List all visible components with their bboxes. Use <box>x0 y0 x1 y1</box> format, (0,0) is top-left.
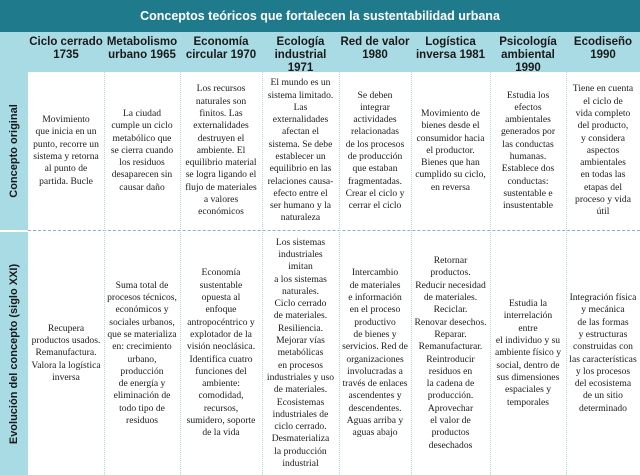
cell-line: productivo <box>354 316 396 328</box>
cell-line: construidas con <box>573 341 633 353</box>
cell-line: Economía <box>201 267 241 279</box>
cell-line: temporales <box>506 396 550 408</box>
cell-line: Remanufacturar. <box>418 341 483 353</box>
cell-line: sistema. Se debe <box>268 138 333 150</box>
cell-line: útil <box>596 206 610 218</box>
cell-line: y los procesos <box>575 365 631 377</box>
row-header-label: Evolución del concepto (siglo XXI) <box>8 263 21 444</box>
cell-line: Remanufactura. <box>35 347 97 359</box>
cell-line: metabólicas <box>277 347 324 359</box>
cell-text <box>415 255 487 452</box>
cell-line: Reintroducir <box>426 353 475 365</box>
cell-line: inversa <box>52 371 80 383</box>
cell-line: flujo de materiales <box>185 181 257 193</box>
cell-line: cumple un ciclo <box>111 120 173 132</box>
cell-line: organizaciones <box>346 353 404 365</box>
cell-line: se cierra cuando <box>110 144 174 156</box>
cell-line: de los procesos <box>345 138 405 150</box>
cell-line: humanas. <box>509 151 547 162</box>
cell-line: el individuo y su <box>495 335 561 347</box>
column-header-ecologia-industrial: Ecología industrial 1971 <box>262 32 339 72</box>
column-header-red-de-valor: Red de valor 1980 <box>339 32 411 72</box>
cell-line: Movimiento de <box>421 107 480 119</box>
cell-line: Suma total de <box>115 279 169 291</box>
cell-line: de energía y <box>118 378 166 390</box>
cell-line: interrelación entre <box>503 310 553 334</box>
cell-line: sustentable e <box>503 187 553 199</box>
column-header-psicologia-ambiental: Psicología ambiental 1990 <box>490 32 566 72</box>
cell-line: ambiente. El <box>196 144 246 156</box>
cell-line: que estaban <box>352 163 398 175</box>
cell-line: el valor de <box>430 414 471 426</box>
column-header-metabolismo-urbano: Metabolismo urbano 1965 <box>104 32 180 72</box>
cell-line: aspectos <box>586 144 620 156</box>
cell-line: finitos. Las <box>199 107 243 119</box>
cell-line: efecto entre el <box>273 187 328 199</box>
cell-text <box>107 280 177 428</box>
cell-line: Los sistemas <box>275 236 326 248</box>
cell-text <box>415 108 486 194</box>
cell-line: el productor. <box>426 144 475 156</box>
cell-line: Movimiento <box>42 114 90 126</box>
cell-line: en el proceso <box>349 304 401 316</box>
cell-line: involucradas a <box>347 365 403 377</box>
cell-text <box>31 323 100 384</box>
cell-line: La ciudad <box>122 107 162 119</box>
cell-line: Mejorar vías <box>276 335 325 347</box>
cell-line: Se deben integrar <box>357 89 393 113</box>
cell-line: urbano, <box>127 353 157 365</box>
column-header-ecodiseno: Ecodiseño 1990 <box>566 32 640 72</box>
cell-line: bienes desde el <box>421 120 480 132</box>
row-separator <box>28 230 640 231</box>
cell-line: enfoque <box>205 304 237 316</box>
cell-line: recursos, <box>203 402 239 414</box>
cell-line: Desmaterializa <box>271 433 330 445</box>
cell-line: residuos <box>126 414 158 426</box>
table-cell <box>28 72 104 230</box>
cell-line: funciones del <box>195 365 247 377</box>
cell-line: vida completo <box>575 107 631 119</box>
cell-line: Estudia los efectos <box>506 89 550 113</box>
cell-text <box>573 83 633 218</box>
cell-line: servicios. Red de <box>342 341 408 353</box>
cell-line: todo tipo de <box>119 402 165 414</box>
cell-line: residuos en <box>428 365 473 377</box>
cell-line: naturaleza <box>280 212 321 224</box>
cell-text <box>265 237 336 471</box>
cell-line: las características <box>569 353 637 365</box>
cell-line: ser humano y la <box>269 200 331 212</box>
cell-line: productos. <box>430 267 471 279</box>
cell-line: antropocéntrico y <box>187 316 255 328</box>
cell-line: equilibrio material <box>185 157 257 169</box>
cell-line: sistema y retorna <box>33 151 99 162</box>
cell-line: ambientales <box>580 157 626 169</box>
cell-line: Aprovechar <box>427 402 474 414</box>
table-cell <box>339 72 411 230</box>
cell-line: Retornar <box>433 255 468 267</box>
cell-line: Estudia la <box>508 298 548 310</box>
cell-line: Recupera <box>47 322 85 334</box>
cell-line: industriales y uso <box>266 371 335 383</box>
cell-line: metabólico que <box>112 132 172 144</box>
cell-line: actividades <box>353 114 397 126</box>
cell-line: y mecánica <box>581 304 625 316</box>
cell-text <box>569 292 636 415</box>
cell-line: económicos y <box>115 304 169 316</box>
cell-text <box>187 267 256 439</box>
column-header-logistica-inversa: Logística inversa 1981 <box>411 32 490 72</box>
cell-line: insustentable <box>502 200 554 212</box>
cell-line: de las formas <box>577 316 629 328</box>
row-header-label: Concepto original <box>8 104 20 198</box>
cell-line: a los sistemas <box>274 273 327 285</box>
cell-line: y estructuras <box>578 328 628 340</box>
table-cell <box>411 232 490 475</box>
cell-line: que inicia en un <box>35 126 97 138</box>
cell-line: desechados <box>428 439 473 451</box>
table-cell <box>490 72 566 230</box>
cell-line: las conductas <box>502 138 554 150</box>
cell-line: cumplido su ciclo, <box>415 169 486 181</box>
cell-line: de producción <box>347 151 403 162</box>
cell-text <box>493 90 563 213</box>
cell-line: proceso y vida <box>575 194 631 206</box>
cell-line: procesos técnicos, <box>107 292 177 304</box>
cell-line: etapas del <box>583 181 623 193</box>
cell-text <box>185 83 256 218</box>
cell-line: Reciclar. <box>433 304 468 316</box>
cell-line: la cadena de <box>426 378 475 390</box>
cell-line: Aguas arriba y <box>346 414 404 426</box>
cell-line: producción. <box>427 390 474 402</box>
cell-text <box>111 108 173 194</box>
table-cell <box>104 72 180 230</box>
cell-line: que se materializa <box>107 328 177 340</box>
cell-line: opuesta al <box>201 292 241 304</box>
cell-line: e información <box>348 292 402 304</box>
cell-line: social, dentro de <box>496 359 560 371</box>
cell-line: Establece dos <box>501 163 555 175</box>
cell-line: económicos <box>198 206 244 218</box>
cell-line: en todas las <box>580 169 626 181</box>
cell-text <box>33 114 99 188</box>
row-header-evolucion <box>0 232 28 475</box>
cell-line: fragmentadas. <box>347 175 403 187</box>
cell-line: de materiales. <box>273 310 328 322</box>
cell-line: Reparar. <box>434 328 467 340</box>
cell-line: Crear el ciclo y <box>345 187 405 199</box>
table-cell <box>490 232 566 475</box>
cell-text <box>265 77 336 225</box>
cell-text <box>342 90 408 213</box>
cell-line: Reducir necesidad <box>415 279 486 291</box>
cell-line: en: crecimiento <box>112 341 172 353</box>
cell-line: través de enlaces <box>342 378 408 390</box>
cell-line: sus dimensiones <box>496 371 560 383</box>
cell-line: industriales de <box>272 408 329 420</box>
cell-line: industrial <box>282 458 319 470</box>
cell-text <box>342 267 408 439</box>
cell-line: industriales imitan <box>278 248 323 273</box>
cell-line: relacionadas <box>351 126 399 138</box>
table-cell <box>104 232 180 475</box>
cell-line: sociales urbanos, <box>109 316 175 328</box>
cell-line: Identifica cuatro <box>189 353 253 365</box>
cell-line: generados por <box>500 126 556 138</box>
cell-line: y considera <box>581 132 625 144</box>
cell-line: el ciclo de <box>583 95 623 107</box>
cell-line: de materiales. <box>273 384 328 396</box>
cell-line: naturales. <box>281 285 320 297</box>
table-cell <box>566 232 640 475</box>
cell-line: Ecosistemas <box>276 396 325 408</box>
cell-line: destruyen el <box>197 132 245 144</box>
cell-text <box>493 298 563 409</box>
cell-line: Valora la logística <box>31 359 101 371</box>
cell-line: de materiales. <box>423 292 478 304</box>
table-cell <box>411 72 490 230</box>
cell-line: sumidero, soporte <box>186 414 256 426</box>
cell-line: se logra ligando el <box>185 169 257 181</box>
cell-line: productos <box>431 427 470 439</box>
cell-line: de bienes y <box>353 328 397 340</box>
cell-line: los residuos <box>119 157 165 169</box>
cell-line: Integración física <box>569 292 637 304</box>
cell-line: Ciclo cerrado <box>274 298 327 310</box>
cell-line: comodidad, <box>198 390 244 402</box>
column-header-ciclo-cerrado: Ciclo cerrado 1735 <box>28 32 104 72</box>
cell-line: sistema limitado. <box>267 89 334 101</box>
column-header-economia-circular: Economía circular 1970 <box>180 32 262 72</box>
table-cell <box>28 232 104 475</box>
cell-line: al punto de <box>44 163 88 175</box>
cell-line: determinado <box>579 402 627 414</box>
cell-line: de materiales <box>349 279 401 291</box>
table-cell <box>339 232 411 475</box>
cell-line: sustentable <box>199 279 243 291</box>
cell-line: afectan el <box>281 126 319 138</box>
cell-line: eliminación de <box>113 390 171 402</box>
cell-line: en reversa <box>430 181 471 193</box>
cell-line: naturales son <box>195 95 247 107</box>
cell-line: Resiliencia. <box>277 322 324 334</box>
cell-line: Los recursos <box>196 83 246 95</box>
cell-line: Renovar desechos. <box>414 316 487 328</box>
cell-line: del ecosistema <box>574 378 632 390</box>
cell-line: Bienes que han <box>421 157 480 169</box>
cell-line: ciclo cerrado. <box>274 421 327 433</box>
cell-line: visión neoclásica. <box>186 341 256 353</box>
cell-line: aguas abajo <box>352 427 398 439</box>
cell-line: ambiente: <box>202 378 240 390</box>
cell-line: cerrar el ciclo <box>348 200 402 212</box>
cell-line: explotador de la <box>190 328 252 340</box>
header-corner <box>0 32 28 72</box>
cell-line: relaciones causa- <box>267 175 334 187</box>
table-cell <box>262 72 339 230</box>
cell-line: El mundo es un <box>270 77 331 89</box>
cell-line: externalidades <box>193 120 249 132</box>
row-header-concepto-original <box>0 72 28 230</box>
cell-line: desaparecen sin <box>111 169 173 181</box>
table-title: Conceptos teóricos que fortalecen la sustentabilidad urbana <box>0 0 640 32</box>
cell-line: ambiente físico y <box>494 347 562 359</box>
cell-line: de un sitio <box>583 390 623 402</box>
cell-line: a valores <box>203 194 239 206</box>
cell-line: de la vida <box>202 427 240 439</box>
cell-line: consumidor hacia <box>416 132 485 144</box>
cell-line: descendentes. <box>348 402 402 414</box>
cell-line: ascendentes y <box>348 390 402 402</box>
cell-line: productos usados. <box>31 335 101 347</box>
table-cell <box>566 72 640 230</box>
cell-line: partida. Bucle <box>39 175 93 187</box>
cell-line: espaciales y <box>504 384 552 396</box>
cell-line: punto, recorre un <box>33 138 99 150</box>
cell-line: Intercambio <box>351 267 399 279</box>
cell-line: ambientales <box>505 114 551 126</box>
cell-line: la producción <box>274 445 327 457</box>
cell-line: causar daño <box>119 181 165 193</box>
table-cell <box>262 232 339 475</box>
cell-line: Las externalidades <box>272 101 329 126</box>
cell-line: del producto, <box>577 120 629 132</box>
table-cell <box>180 232 262 475</box>
table-cell <box>180 72 262 230</box>
cell-line: conductas: <box>507 175 549 187</box>
cell-line: producción <box>120 365 164 377</box>
cell-line: Tiene en cuenta <box>572 83 634 95</box>
cell-line: equilibrio en las <box>269 163 332 175</box>
cell-line: en procesos <box>277 359 324 371</box>
cell-line: establecer un <box>275 151 326 162</box>
